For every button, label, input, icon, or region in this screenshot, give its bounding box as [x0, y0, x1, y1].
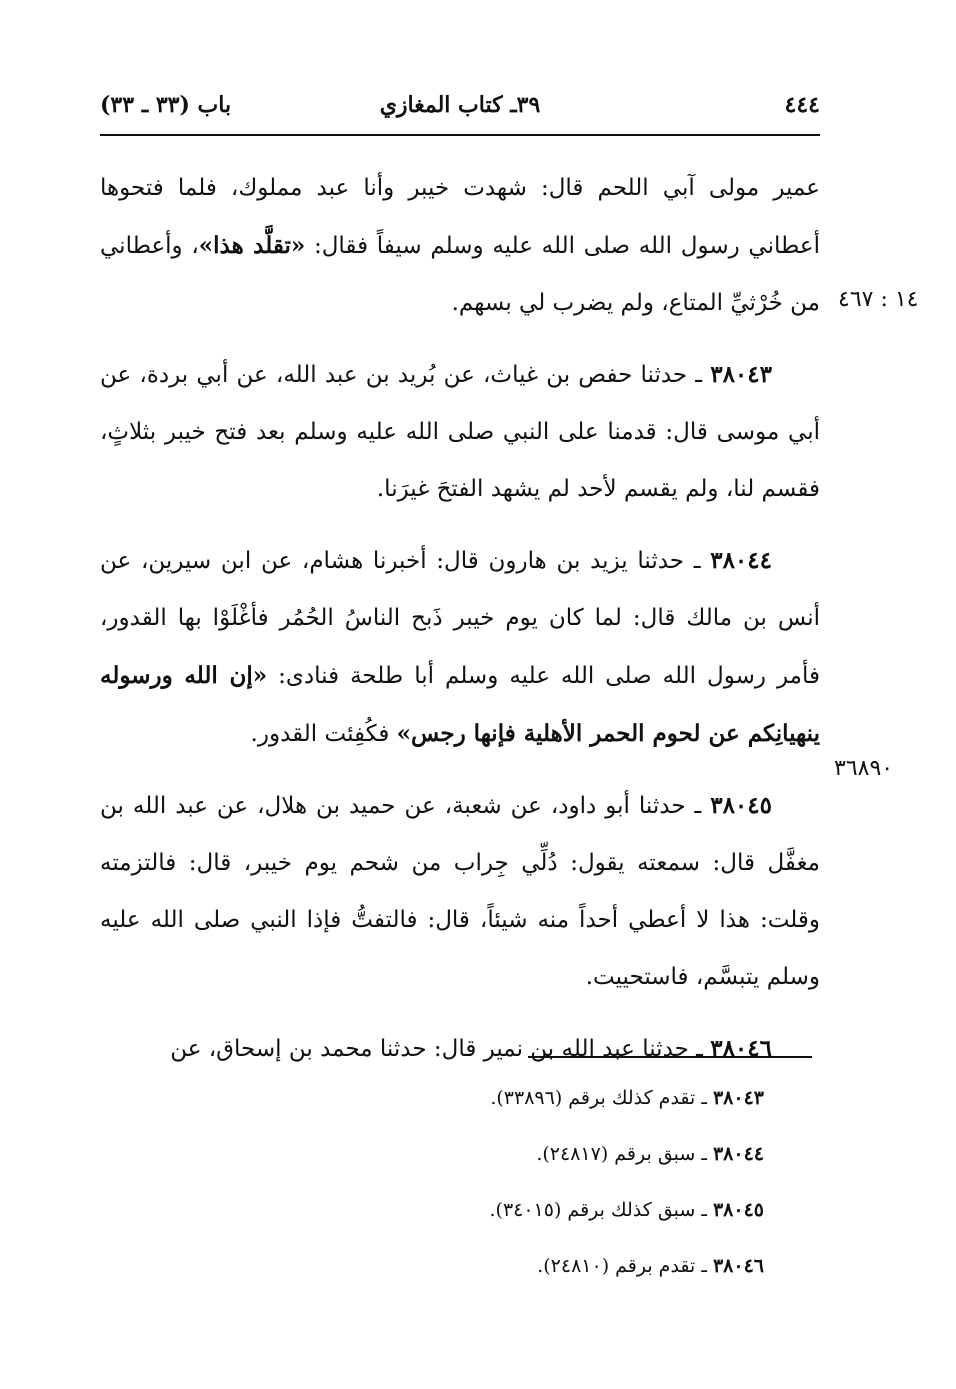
footnotes [100, 1070, 812, 1294]
hadith-number: ٣٨٠٤٦ [710, 1035, 772, 1062]
footnote-number: ٣٨٠٤٤ [712, 1143, 764, 1165]
hadith-38045 [100, 777, 820, 1006]
hadith-quote: «تقلَّد هذا» [198, 232, 306, 259]
paragraph-text: ـ حدثنا حفص بن غياث، عن بُريد بن عبد الله، عن أبي بردة، عن أبي موسى قال: قدمنا على النبي صلى الله عليه وسلم بعد فتح خيبر بثلاثٍ، فقسم لنا، ولم يقسم لأحد لم يشهد الفتحَ غيرَنا. [100, 362, 820, 502]
hadith-number: ٣٨٠٤٥ [710, 792, 772, 819]
hadith-38044 [100, 532, 820, 763]
footnote-text: ـ تقدم كذلك برقم (٣٣٨٩٦). [490, 1087, 713, 1109]
main-text [100, 160, 820, 1092]
paragraph-text: ـ حدثنا أبو داود، عن شعبة، عن حميد بن هلال، عن عبد الله بن مغفَّل قال: سمعته يقول: دُلِّي جِراب من شحم يوم خيبر، قال: فالتزمته وقلت: هذا لا أعطي أحداً منه شيئاً، قال: فالتفتُّ فإذا النبي صلى الله عليه وسلم يتبسَّم، فاستحييت. [100, 793, 820, 990]
hadith-number: ٣٨٠٤٤ [710, 547, 772, 574]
footnote-number: ٣٨٠٤٥ [712, 1199, 764, 1221]
hadith-quote: «إن الله ورسوله ينهيانِكم عن لحوم الحمر الأهلية فإنها رجس» [100, 662, 820, 747]
page-number: ٤٤٤ [784, 92, 820, 118]
page-header [100, 86, 820, 130]
paragraph-text: ـ حدثنا عبد الله بن نمير قال: حدثنا محمد بن إسحاق، عن [170, 1036, 711, 1062]
footnote-text: ـ تقدم برقم (٢٤٨١٠). [537, 1255, 713, 1277]
hadith-number: ٣٨٠٤٣ [710, 361, 772, 388]
footnote [100, 1182, 812, 1238]
footnote-divider [528, 1056, 812, 1058]
footnote-text: ـ سبق كذلك برقم (٣٤٠١٥). [489, 1199, 713, 1221]
paragraph-continuation [100, 160, 820, 332]
footnote [100, 1126, 812, 1182]
footnote [100, 1070, 812, 1126]
paragraph-tail: فكُفِئت القدور. [250, 721, 397, 747]
footnote-number: ٣٨٠٤٣ [712, 1087, 764, 1109]
paragraph-tail: ، وأعطاني من خُرْثيِّ المتاع، ولم يضرب لي بسهم. [100, 233, 820, 316]
hadith-38043 [100, 346, 820, 518]
margin-reference-number: ٣٦٨٩٠ [834, 756, 894, 781]
footnote-text: ـ سبق برقم (٢٤٨١٧). [536, 1143, 713, 1165]
paragraph-text: عمير مولى آبي اللحم قال: شهدت خيبر وأنا عبد مملوك، فلما فتحوها أعطاني رسول الله صلى الله عليه وسلم سيفاً فقال: [100, 175, 820, 259]
paragraph-text: ـ حدثنا يزيد بن هارون قال: أخبرنا هشام، عن ابن سيرين، عن أنس بن مالك قال: لما كان يوم خيبر ذَبح الناسُ الحُمُر فأغْلَوْا بها القدور، فأمر رسول الله صلى الله عليه وسلم أبا طلحة فنادى: [100, 548, 820, 689]
margin-reference-volume-page: ١٤ : ٤٦٧ [838, 287, 919, 312]
chapter-label: باب (٣٣ ـ ٣٣) [100, 92, 232, 118]
header-divider [100, 134, 820, 136]
footnote [100, 1238, 812, 1294]
book-title: ٣٩ـ كتاب المغازي [379, 92, 541, 118]
footnote-number: ٣٨٠٤٦ [712, 1255, 764, 1277]
